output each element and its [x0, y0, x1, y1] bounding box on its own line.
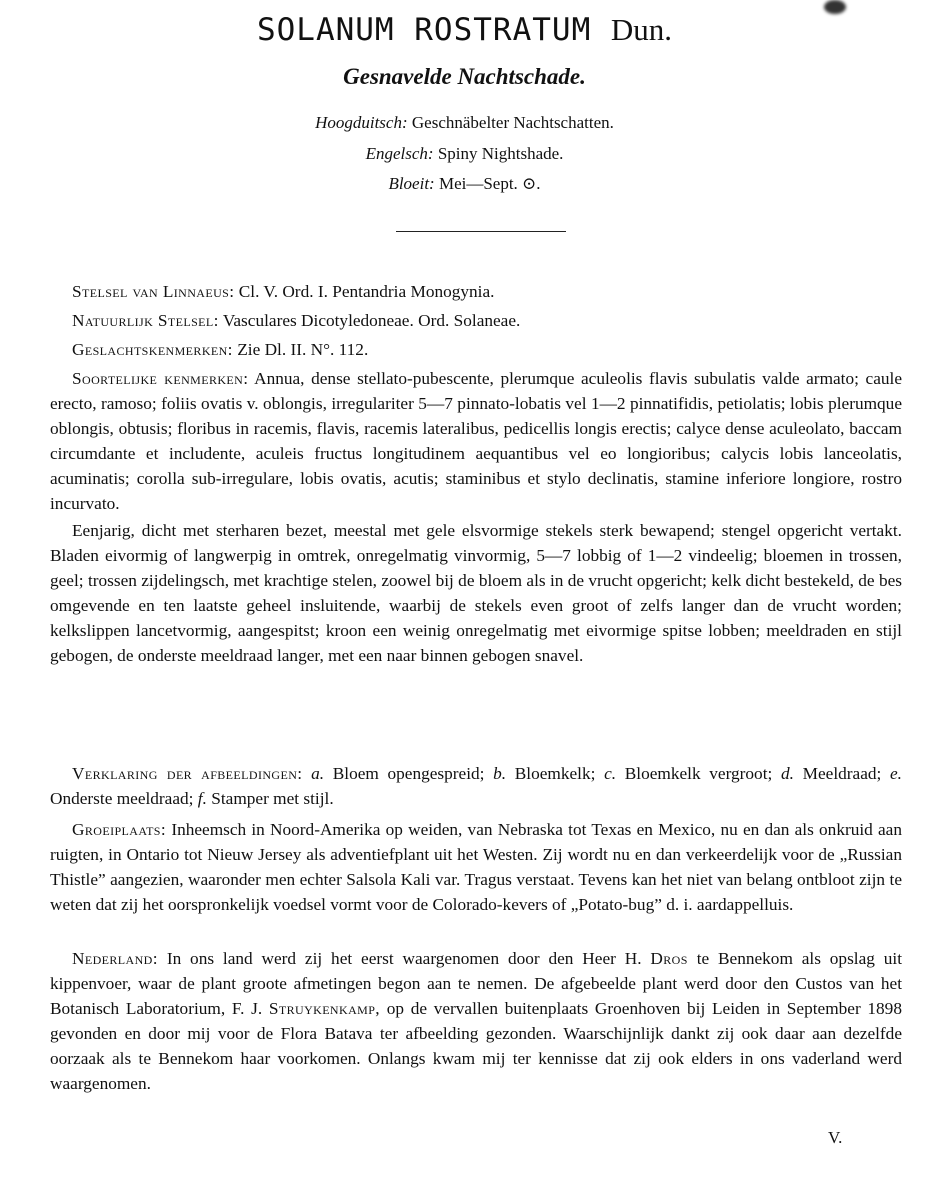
netherlands-block	[50, 946, 902, 1096]
habitat-paragraph	[50, 817, 902, 917]
person-dros: Dros	[650, 949, 688, 968]
natural-label: Natuurlijk Stelsel:	[72, 311, 219, 330]
genus-text: Zie Dl. II. N°. 112.	[237, 340, 369, 359]
netherlands-paragraph	[50, 946, 902, 1096]
classification-block	[50, 279, 902, 668]
page-signature: V.	[828, 1128, 843, 1147]
name-german-label: Hoogduitsch:	[315, 113, 408, 132]
figure-explanation	[50, 761, 902, 811]
classification-genus	[50, 337, 902, 362]
page-title	[0, 12, 929, 48]
figure-text-e: Onderste meeldraad;	[50, 789, 194, 808]
figure-explanation-text	[50, 761, 902, 811]
figure-key-b: b.	[493, 764, 507, 783]
netherlands-label: Nederland:	[72, 949, 158, 968]
figure-key-d: d.	[780, 764, 794, 783]
flowering-value: Mei—Sept. ⊙.	[438, 174, 541, 193]
habitat-text: Inheemsch in Noord-Amerika op weiden, van Nebraska tot Texas en Mexico, nu en dan als onkruid aan ruigten, in Ontario tot Nieuw Jersey als adventiefplant uit het Westen. Zij wordt nu en dan verkeerdelijk voor de „Russian Thistle” aangezien, waaronder men echter Salsola Kali var. Tragus verstaat. Tevens kan het niet van belang ontbloot zijn te weten dat zij het oorspronkelijk voedsel vormt voor de Colorado-kevers of „Potato-bug” d. i. aardappelluis.	[50, 820, 902, 914]
netherlands-text-2: te Bennekom als opslag uit kippenvoer, waar de plant groote afmetingen begon aan te nemen. De afgebeelde plant werd door den Custos van het Botanisch Laboratorium, F. J.	[50, 949, 903, 1018]
name-german	[0, 113, 929, 133]
figure-text-c: Bloemkelk vergroot;	[624, 764, 773, 783]
name-german-value: Geschnäbelter Nachtschatten.	[411, 113, 614, 132]
page-subtitle: Gesnavelde Nachtschade.	[343, 64, 586, 89]
classification-natural	[50, 308, 902, 333]
name-english	[0, 144, 929, 164]
name-english-label: Engelsch:	[365, 144, 434, 163]
species-text: Annua, dense stellato-pubescente, plerumque aculeolis flavis subulatis valde armato; caule erecto, ramoso; foliis ovatis v. oblongis, irregulariter 5—7 pinnato-lobatis vel 1—2 pinnatifidis, petiolatis; lobis plerumque oblongis, obtusis; floribus in racemis, flavis, racemis lateralibus, pedicellis longis erectis; calyce dense aculeolato, baccam circumdante et includente, aculeis fructus longitudinem aequantibus vel eo longioribus; calycis lobis lanceolatis, acuminatis; corolla sub-irregulare, lobis ovatis, acutis; staminibus et stylo declinatis, stamine inferiore longiore, rostro incurvato.	[50, 369, 902, 513]
name-english-value: Spiny Nightshade.	[437, 144, 564, 163]
figure-key-c: c.	[604, 764, 617, 783]
habitat-block	[50, 817, 902, 917]
flowering-label: Bloeit:	[388, 174, 435, 193]
species-characters	[50, 366, 902, 516]
figure-key-e: e.	[889, 764, 902, 783]
netherlands-text-3: op de vervallen buitenplaats Groenhoven bij Leiden in September 1898 gevonden en door mij voor de Flora Batava ter afbeelding gezonden. Waarschijnlijk dankt zij ook daar aan dezelfde oorzaak als te Bennekom haar voorkomen. Onlangs kwam mij ter kennisse dat zij ook elders in ons vaderland werd waargenomen.	[50, 999, 902, 1093]
habitat-label: Groeiplaats:	[72, 820, 167, 839]
figure-key-f: f.	[197, 789, 207, 808]
figure-text-d: Meeldraad;	[802, 764, 882, 783]
person-struykenkamp: Struykenkamp,	[268, 999, 380, 1018]
figures-label: Verklaring der afbeeldingen:	[72, 764, 303, 783]
divider-rule	[396, 231, 566, 232]
species-label: Soortelijke kenmerken:	[72, 369, 249, 388]
flowering-period	[0, 174, 929, 194]
title-species: SOLANUM ROSTRATUM	[256, 12, 592, 48]
figure-text-a: Bloem opengespreid;	[332, 764, 485, 783]
classification-linnaeus	[50, 279, 902, 304]
linnaeus-label: Stelsel van Linnaeus:	[72, 282, 235, 301]
genus-label: Geslachtskenmerken:	[72, 340, 233, 359]
netherlands-text-1: In ons land werd zij het eerst waargenomen door den Heer H.	[166, 949, 642, 968]
figure-text-f: Stamper met stijl.	[211, 789, 334, 808]
linnaeus-text: Cl. V. Ord. I. Pentandria Monogynia.	[238, 282, 495, 301]
dutch-description: Eenjarig, dicht met sterharen bezet, meestal met gele elsvormige stekels sterk bewapend; stengel opgericht vertakt. Bladen eivormig of langwerpig in omtrek, onregelmatig vinvormig, 5—7 lobbig of 1—2 vindeelig; bloemen in trossen, geel; trossen zijdelingsch, met krachtige stelen, zoowel bij de bloem als in de vrucht opgericht; kelk dicht bestekeld, de bes omgevende en ten laatste geheel insluitende, waarbij de stekels even groot of zelfs langer dan de vrucht worden; kelkslippen lancetvormig, aangespitst; kroon een weinig onregelmatig met eivormige spitse lobben; meeldraden en stijl gebogen, de onderste meeldraad langer, met een naar binnen gebogen snavel.	[50, 521, 902, 665]
natural-text: Vasculares Dicotyledoneae. Ord. Solaneae.	[222, 311, 521, 330]
figure-text-b: Bloemkelk;	[514, 764, 596, 783]
figure-key-a: a.	[311, 764, 325, 783]
title-author: Dun.	[610, 12, 673, 47]
